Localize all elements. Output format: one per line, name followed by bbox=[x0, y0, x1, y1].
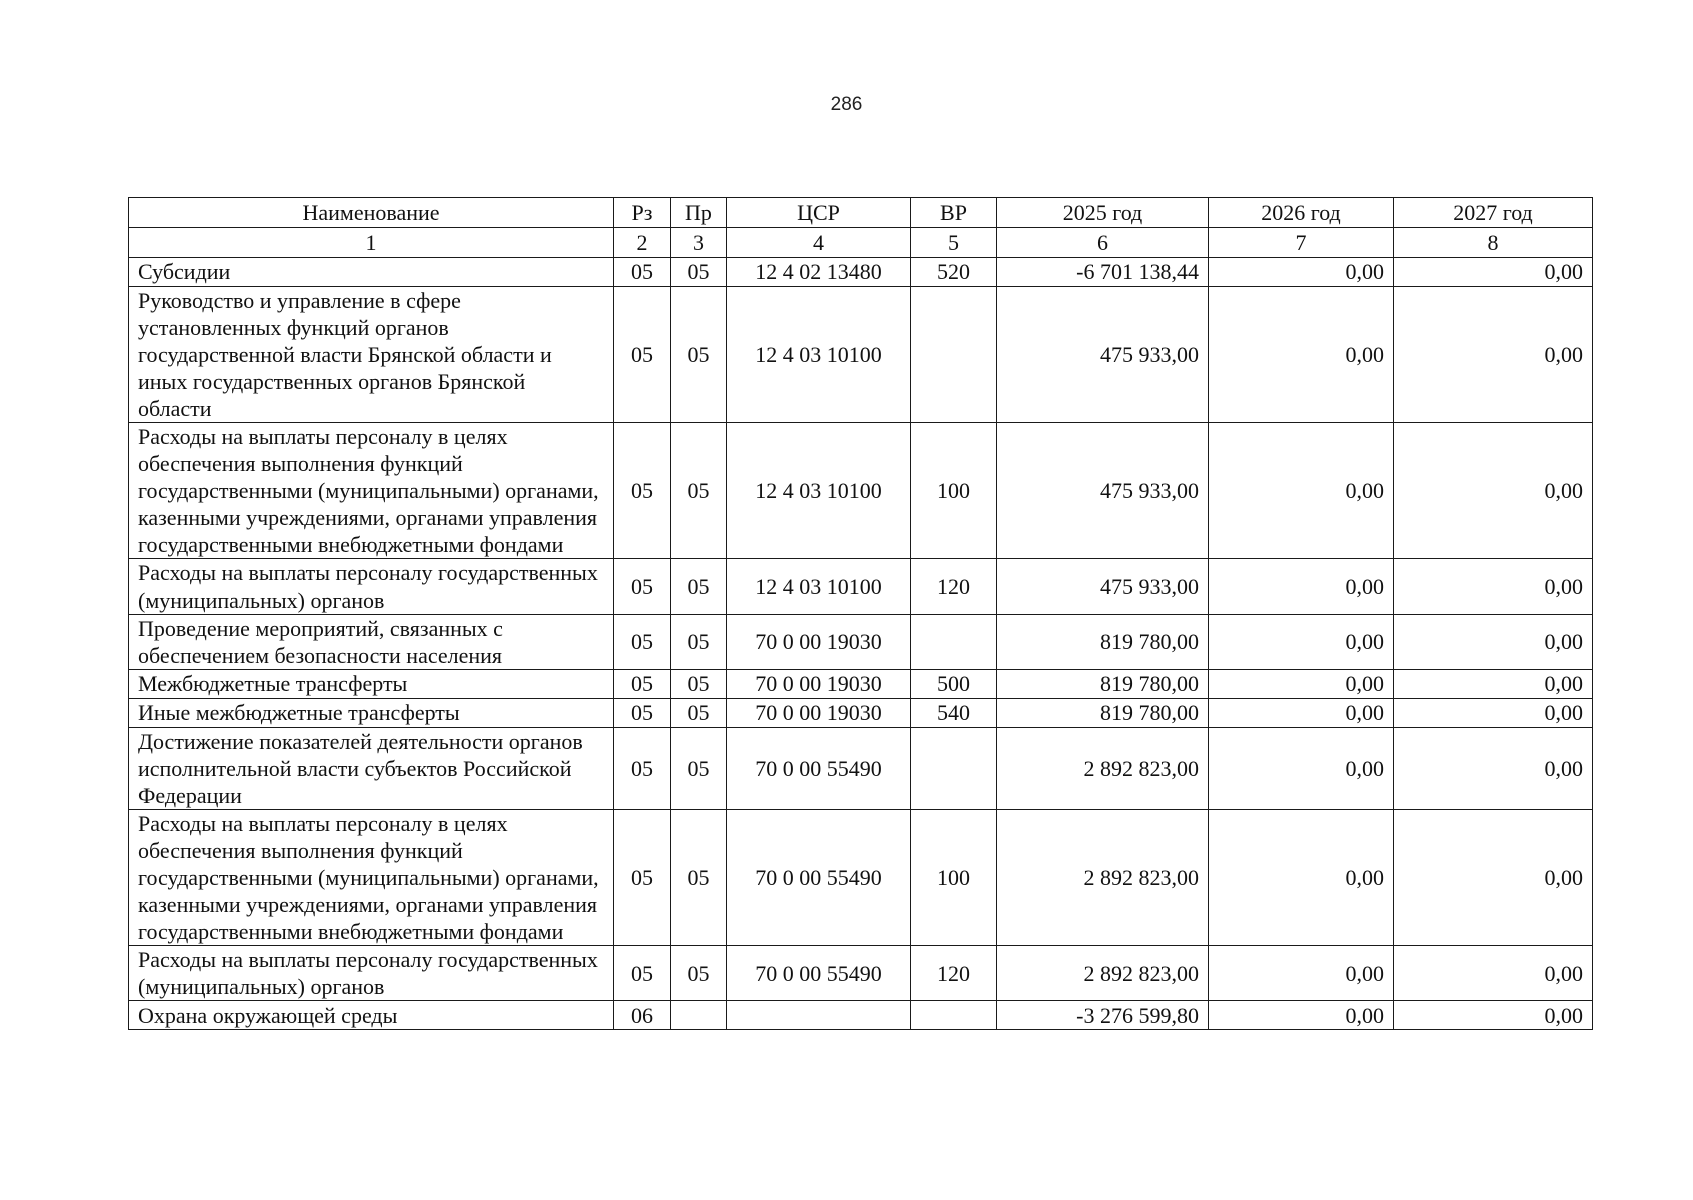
cell-vr bbox=[911, 727, 997, 809]
table-row bbox=[129, 809, 1593, 945]
cell-2025: -3 276 599,80 bbox=[997, 1001, 1209, 1030]
table-row bbox=[129, 287, 1593, 423]
cell-2025: 475 933,00 bbox=[997, 423, 1209, 559]
cell-2027: 0,00 bbox=[1394, 559, 1593, 614]
cell-2027: 0,00 bbox=[1394, 698, 1593, 727]
cell-2027: 0,00 bbox=[1394, 669, 1593, 698]
column-header-vr: ВР bbox=[911, 198, 997, 228]
cell-pr: 05 bbox=[671, 559, 727, 614]
cell-2025: 819 780,00 bbox=[997, 614, 1209, 669]
column-index: 1 bbox=[129, 228, 614, 258]
cell-2025: 2 892 823,00 bbox=[997, 727, 1209, 809]
cell-vr bbox=[911, 614, 997, 669]
cell-2026: 0,00 bbox=[1209, 946, 1394, 1001]
cell-rz: 05 bbox=[614, 287, 671, 423]
cell-csr: 70 0 00 55490 bbox=[727, 727, 911, 809]
cell-name: Расходы на выплаты персоналу в целях обеспечения выполнения функций государственными (муниципальными) органами, казенными учреждениями, органами управления государственными внебюджетными фондами bbox=[129, 809, 614, 945]
cell-rz: 05 bbox=[614, 946, 671, 1001]
cell-2027: 0,00 bbox=[1394, 1001, 1593, 1030]
cell-csr: 70 0 00 19030 bbox=[727, 614, 911, 669]
cell-2027: 0,00 bbox=[1394, 614, 1593, 669]
table-row bbox=[129, 946, 1593, 1001]
cell-2026: 0,00 bbox=[1209, 727, 1394, 809]
cell-2026: 0,00 bbox=[1209, 669, 1394, 698]
table-row bbox=[129, 669, 1593, 698]
cell-rz: 05 bbox=[614, 727, 671, 809]
column-header-2026: 2026 год bbox=[1209, 198, 1394, 228]
cell-2025: 819 780,00 bbox=[997, 698, 1209, 727]
table-header bbox=[129, 198, 1593, 258]
cell-vr: 540 bbox=[911, 698, 997, 727]
cell-rz: 05 bbox=[614, 669, 671, 698]
cell-pr: 05 bbox=[671, 809, 727, 945]
cell-rz: 05 bbox=[614, 614, 671, 669]
cell-rz: 05 bbox=[614, 559, 671, 614]
cell-2025: 819 780,00 bbox=[997, 669, 1209, 698]
column-index: 8 bbox=[1394, 228, 1593, 258]
cell-pr: 05 bbox=[671, 287, 727, 423]
cell-2027: 0,00 bbox=[1394, 727, 1593, 809]
table-row bbox=[129, 258, 1593, 287]
cell-vr: 120 bbox=[911, 946, 997, 1001]
cell-rz: 05 bbox=[614, 698, 671, 727]
column-index: 2 bbox=[614, 228, 671, 258]
column-header-pr: Пр bbox=[671, 198, 727, 228]
cell-name: Руководство и управление в сфере установленных функций органов государственной власти Брянской области и иных государственных органов Брянской области bbox=[129, 287, 614, 423]
cell-2026: 0,00 bbox=[1209, 1001, 1394, 1030]
page-number: 286 bbox=[830, 94, 863, 115]
cell-csr: 12 4 03 10100 bbox=[727, 559, 911, 614]
cell-csr: 12 4 02 13480 bbox=[727, 258, 911, 287]
budget-table bbox=[128, 197, 1593, 1030]
column-header-name: Наименование bbox=[129, 198, 614, 228]
cell-pr bbox=[671, 1001, 727, 1030]
cell-csr: 70 0 00 19030 bbox=[727, 669, 911, 698]
cell-2026: 0,00 bbox=[1209, 614, 1394, 669]
column-index: 6 bbox=[997, 228, 1209, 258]
table-body bbox=[129, 258, 1593, 1030]
cell-vr: 120 bbox=[911, 559, 997, 614]
cell-pr: 05 bbox=[671, 423, 727, 559]
cell-2027: 0,00 bbox=[1394, 258, 1593, 287]
cell-name: Межбюджетные трансферты bbox=[129, 669, 614, 698]
column-header-2027: 2027 год bbox=[1394, 198, 1593, 228]
cell-name: Расходы на выплаты персоналу государственных (муниципальных) органов bbox=[129, 559, 614, 614]
cell-rz: 05 bbox=[614, 809, 671, 945]
cell-name: Проведение мероприятий, связанных с обеспечением безопасности населения bbox=[129, 614, 614, 669]
header-row bbox=[129, 198, 1593, 228]
cell-name: Охрана окружающей среды bbox=[129, 1001, 614, 1030]
cell-name: Иные межбюджетные трансферты bbox=[129, 698, 614, 727]
cell-pr: 05 bbox=[671, 614, 727, 669]
column-index: 5 bbox=[911, 228, 997, 258]
cell-vr bbox=[911, 1001, 997, 1030]
table-row bbox=[129, 1001, 1593, 1030]
table-row bbox=[129, 614, 1593, 669]
cell-csr: 12 4 03 10100 bbox=[727, 423, 911, 559]
cell-2027: 0,00 bbox=[1394, 423, 1593, 559]
cell-vr: 500 bbox=[911, 669, 997, 698]
cell-2027: 0,00 bbox=[1394, 809, 1593, 945]
cell-2026: 0,00 bbox=[1209, 559, 1394, 614]
cell-2027: 0,00 bbox=[1394, 287, 1593, 423]
cell-2025: 2 892 823,00 bbox=[997, 946, 1209, 1001]
cell-pr: 05 bbox=[671, 698, 727, 727]
cell-pr: 05 bbox=[671, 946, 727, 1001]
cell-2025: 475 933,00 bbox=[997, 559, 1209, 614]
cell-name: Субсидии bbox=[129, 258, 614, 287]
cell-2026: 0,00 bbox=[1209, 698, 1394, 727]
cell-rz: 05 bbox=[614, 258, 671, 287]
column-index: 7 bbox=[1209, 228, 1394, 258]
table-row bbox=[129, 727, 1593, 809]
cell-pr: 05 bbox=[671, 669, 727, 698]
cell-vr bbox=[911, 287, 997, 423]
column-header-csr: ЦСР bbox=[727, 198, 911, 228]
cell-name: Расходы на выплаты персоналу в целях обеспечения выполнения функций государственными (муниципальными) органами, казенными учреждениями, органами управления государственными внебюджетными фондами bbox=[129, 423, 614, 559]
table-row bbox=[129, 698, 1593, 727]
cell-vr: 520 bbox=[911, 258, 997, 287]
cell-2025: 475 933,00 bbox=[997, 287, 1209, 423]
cell-vr: 100 bbox=[911, 809, 997, 945]
cell-vr: 100 bbox=[911, 423, 997, 559]
cell-csr: 12 4 03 10100 bbox=[727, 287, 911, 423]
column-header-2025: 2025 год bbox=[997, 198, 1209, 228]
cell-pr: 05 bbox=[671, 727, 727, 809]
cell-name: Достижение показателей деятельности органов исполнительной власти субъектов Российской Федерации bbox=[129, 727, 614, 809]
cell-2025: -6 701 138,44 bbox=[997, 258, 1209, 287]
cell-csr: 70 0 00 55490 bbox=[727, 809, 911, 945]
cell-pr: 05 bbox=[671, 258, 727, 287]
cell-csr bbox=[727, 1001, 911, 1030]
cell-2026: 0,00 bbox=[1209, 809, 1394, 945]
table-row bbox=[129, 423, 1593, 559]
column-index-row bbox=[129, 228, 1593, 258]
table-row bbox=[129, 559, 1593, 614]
cell-name: Расходы на выплаты персоналу государственных (муниципальных) органов bbox=[129, 946, 614, 1001]
column-index: 4 bbox=[727, 228, 911, 258]
cell-csr: 70 0 00 55490 bbox=[727, 946, 911, 1001]
cell-csr: 70 0 00 19030 bbox=[727, 698, 911, 727]
cell-2027: 0,00 bbox=[1394, 946, 1593, 1001]
column-header-rz: Рз bbox=[614, 198, 671, 228]
cell-2026: 0,00 bbox=[1209, 423, 1394, 559]
cell-rz: 05 bbox=[614, 423, 671, 559]
cell-2025: 2 892 823,00 bbox=[997, 809, 1209, 945]
cell-rz: 06 bbox=[614, 1001, 671, 1030]
cell-2026: 0,00 bbox=[1209, 287, 1394, 423]
column-index: 3 bbox=[671, 228, 727, 258]
cell-2026: 0,00 bbox=[1209, 258, 1394, 287]
